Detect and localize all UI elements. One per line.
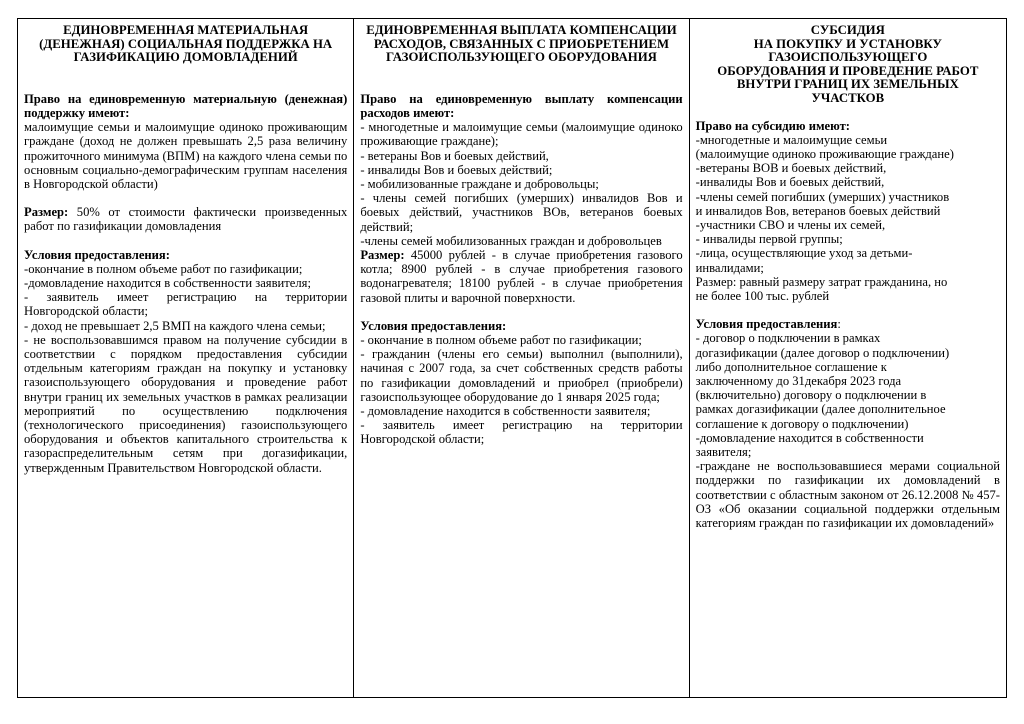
size-text: 50% от стоимости фактически произведенных работ по газификации домовладения [24, 205, 348, 234]
column-title: ЕДИНОВРЕМЕННАЯ МАТЕРИАЛЬНАЯ (ДЕНЕЖНАЯ) СОЦИАЛЬНАЯ ПОДДЕРЖКА НА ГАЗИФИКАЦИЮ ДОМОВЛАДЕНИЙ [39, 23, 333, 65]
eligibility-item: - ветераны Вов и боевых действий, [360, 148, 549, 163]
column-material-support [18, 19, 353, 697]
eligibility-line: и инвалидов Вов, ветеранов боевых действий [695, 203, 941, 218]
condition-line: (включительно) договору о подключении в [695, 388, 927, 403]
condition-item: -граждане не воспользовавшиеся мерами социальной поддержки по газификации их домовладений в соответствии с областным законом от 26.12.2008 № 457-ОЗ «Об оказании социальной поддержки отдельным категориям граждан по газификации их домовладений» [695, 459, 1000, 531]
condition-line: -домовладение находится в собственности [695, 430, 924, 445]
title-line: ВНУТРИ ГРАНИЦ ИХ ЗЕМЕЛЬНЫХ [736, 77, 959, 92]
eligibility-line: -многодетные и малоимущие семьи [695, 132, 888, 147]
eligibility-line: инвалидами; [695, 260, 764, 275]
condition-item: - не воспользовавшимся правом на получение субсидии в соответствии с порядком предоставления субсидии отдельным категориям граждан на покупку и установку газоиспользующего оборудования и проведение работ внутри границ их земельных участков в рамках реализации мероприятий по осуществлению подключения (технологического присоединения) газоиспользующего оборудования и объектов капитального строительства к газораспределительным сетям при догазификации, утвержденным Правительством Новгородской области. [24, 332, 348, 475]
eligibility-line: -члены семей погибших (умерших) участников [695, 189, 950, 204]
benefits-table [17, 18, 1007, 698]
conditions-heading-row [696, 317, 1000, 331]
size-label: Размер: [24, 205, 69, 220]
condition-line: соглашение к договору о подключении) [695, 416, 909, 431]
condition-item: - заявитель имеет регистрацию на территории Новгородской области; [24, 290, 348, 319]
condition-line: заявителя; [695, 445, 752, 460]
size-label: Размер: [360, 248, 405, 263]
condition-item: -окончание в полном объеме работ по газификации; [24, 261, 303, 276]
title-line: ОБОРУДОВАНИЯ И ПРОВЕДЕНИЕ РАБОТ [717, 63, 979, 78]
title-line: УЧАСТКОВ [811, 90, 885, 105]
eligibility-line: -лица, осуществляющие уход за детьми- [695, 246, 913, 261]
condition-line: заключенному до 31декабря 2023 года [695, 374, 902, 389]
eligibility-heading: Право на единовременную материальную (денежная) поддержку имеют: [24, 91, 348, 120]
eligibility-line: (малоимущие одиноко проживающие граждане) [695, 146, 954, 161]
eligibility-item: - инвалиды Вов и боевых действий; [360, 162, 553, 177]
size-text: 45000 рублей - в случае приобретения газового котла; 8900 рублей - в случае приобретения газового водонагревателя; 18100 рублей - в случае приобретения газовой плиты и варочной поверхности. [360, 248, 683, 305]
column-title: ЕДИНОВРЕМЕННАЯ ВЫПЛАТА КОМПЕНСАЦИИ РАСХОДОВ, СВЯЗАННЫХ С ПРИОБРЕТЕНИЕМ ГАЗОИСПОЛЬЗУЮЩЕГО ОБОРУДОВАНИЯ [366, 23, 677, 65]
size-paragraph [360, 248, 682, 305]
eligibility-heading: Право на единовременную выплату компенсации расходов имеют: [360, 91, 683, 120]
eligibility-item: -члены семей мобилизованных граждан и добровольцев [360, 233, 662, 248]
title-line: НА ПОКУПКУ И УСТАНОВКУ [753, 36, 942, 51]
eligibility-heading: Право на субсидию имеют: [695, 118, 850, 133]
size-line: не более 100 тыс. рублей [695, 289, 830, 303]
title-line: ГАЗОИСПОЛЬЗУЮЩЕГО [768, 50, 928, 65]
eligibility-item: - многодетные и малоимущие семьи (малоимущие одиноко проживающие граждане); [360, 120, 683, 149]
conditions-heading: Условия предоставления: [24, 247, 170, 262]
conditions-colon: : [837, 317, 841, 332]
eligibility-text: малоимущие семьи и малоимущие одиноко проживающим граждане (доход не должен превышать 2,5 раза величину прожиточного минимума (ВПМ) на каждого члена семьи по основным социально-демографическим группам населения в Новгородской области) [24, 120, 348, 191]
column-title [696, 24, 1000, 106]
condition-item: -домовладение находится в собственности заявителя; [24, 276, 311, 291]
condition-line: рамках догазификации (далее дополнительное [695, 402, 946, 417]
condition-line: догазификации (далее договор о подключении) [695, 345, 950, 360]
eligibility-line: -инвалиды Вов и боевых действий, [695, 175, 885, 190]
column-compensation [353, 19, 688, 697]
eligibility-line: -участники СВО и члены их семей, [695, 217, 886, 232]
condition-line: либо дополнительное соглашение к [695, 359, 887, 374]
condition-line: - договор о подключении в рамках [695, 331, 881, 346]
eligibility-item: - мобилизованные граждане и добровольцы; [360, 177, 599, 191]
eligibility-line: - инвалиды первой группы; [695, 232, 843, 247]
column-subsidy [689, 19, 1006, 697]
conditions-heading: Условия предоставления [695, 317, 838, 332]
size-paragraph [24, 205, 347, 233]
conditions-heading: Условия предоставления: [360, 318, 507, 333]
eligibility-line: -ветераны ВОВ и боевых действий, [695, 161, 887, 176]
size-line: Размер: равный размеру затрат гражданина, но [695, 274, 948, 289]
condition-item: - заявитель имеет регистрацию на территории Новгородской области; [360, 418, 683, 447]
eligibility-item: - члены семей погибших (умерших) инвалидов Вов и боевых действий, участников ВОв, ветеранов боевых действий; [360, 191, 683, 234]
condition-item: - гражданин (члены его семьи) выполнил (выполнили), начиная с 2007 года, за счет собственных средств работы по газификации домовладений и приобрел (приобрели) газоиспользующее оборудование до 1 января 2025 года; [360, 347, 683, 404]
condition-item: - домовладение находится в собственности заявителя; [360, 404, 651, 419]
condition-item: - доход не превышает 2,5 ВМП на каждого члена семьи; [24, 318, 326, 333]
condition-item: - окончание в полном объеме работ по газификации; [360, 333, 642, 348]
title-line: СУБСИДИЯ [810, 23, 885, 37]
